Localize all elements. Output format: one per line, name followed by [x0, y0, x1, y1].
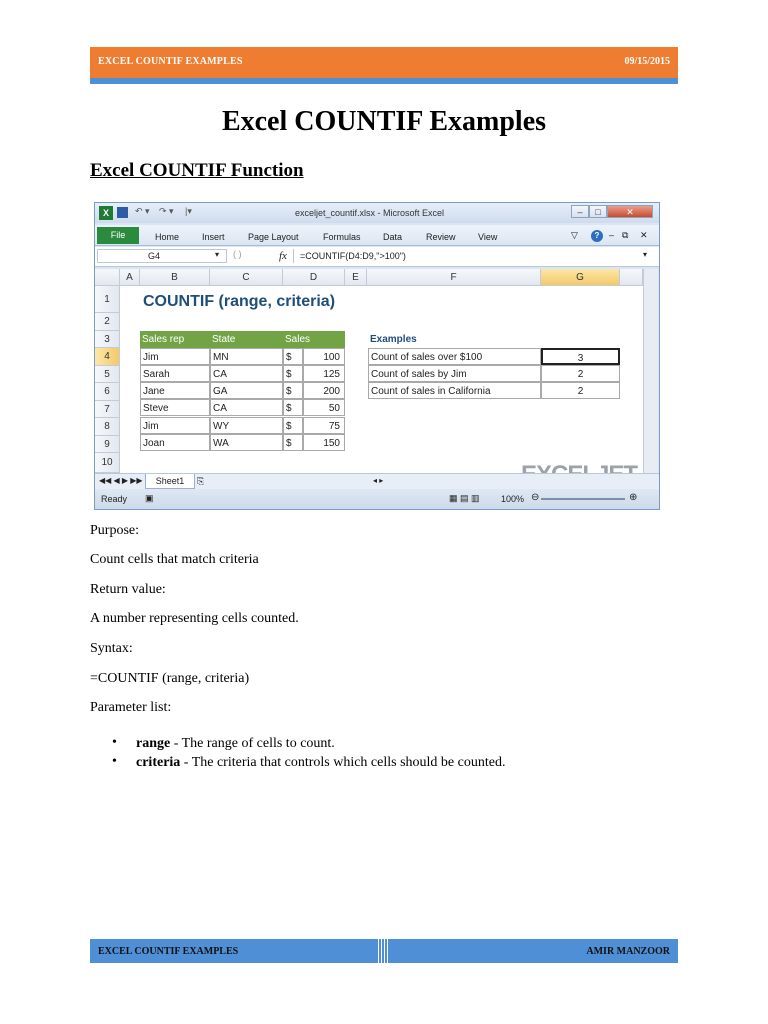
worksheet-grid: [95, 269, 643, 473]
table-cell: WA: [210, 434, 283, 451]
table-cell: Sarah: [140, 365, 210, 382]
redo-icon: ↷ ▾: [159, 206, 174, 216]
name-box-dropdown-icon: ▾: [215, 250, 220, 259]
parameter-list: [112, 736, 505, 774]
minimize-icon: –: [571, 205, 589, 218]
table-cell: $: [283, 399, 303, 416]
footer-divider: [378, 939, 390, 963]
table-cell: MN: [210, 348, 283, 365]
excel-titlebar: [95, 203, 659, 223]
params-label: Parameter list:: [90, 700, 172, 715]
insert-function-icon: fx: [279, 250, 287, 262]
customize-toolbar-icon: |▾: [185, 206, 192, 216]
table-cell: Jane: [140, 382, 210, 399]
table-cell: GA: [210, 382, 283, 399]
syntax-text: =COUNTIF (range, criteria): [90, 671, 250, 686]
excel-screenshot: [94, 202, 660, 510]
macro-record-icon: ▣: [145, 493, 154, 503]
list-item: [112, 736, 505, 755]
return-text: A number representing cells counted.: [90, 611, 299, 626]
row-header: 3: [95, 331, 120, 348]
horizontal-scroll-icon: ◂ ▸: [373, 476, 384, 485]
example-label: Count of sales by Jim: [368, 365, 541, 382]
status-bar: [95, 489, 659, 509]
row-header: 9: [95, 436, 120, 453]
param-desc: - The range of cells to count.: [170, 736, 335, 751]
section-heading: Excel COUNTIF Function: [90, 160, 304, 181]
zoom-slider: [541, 498, 625, 500]
name-box: G4: [97, 249, 227, 263]
row-header-selected: 4: [95, 348, 120, 366]
tab-formulas: Formulas: [323, 232, 361, 242]
table-cell: $: [283, 348, 303, 365]
insert-sheet-icon: ⎘: [197, 476, 205, 486]
maximize-icon: □: [589, 205, 607, 218]
sheet-nav-icon: ◀◀ ◀ ▶ ▶▶: [99, 476, 143, 485]
vertical-scrollbar: [643, 269, 658, 473]
row-header: 1: [95, 286, 120, 313]
close-icon: ✕: [607, 205, 653, 218]
ribbon-tabs: [95, 225, 659, 246]
view-buttons-icon: ▦ ▤ ▥: [449, 493, 480, 503]
workbook-restore-icon: ⧉: [622, 230, 629, 240]
tab-home: Home: [155, 232, 180, 242]
row-header: 5: [95, 366, 120, 383]
table-cell: $: [283, 382, 303, 399]
zoom-level: 100%: [501, 494, 525, 504]
select-all-corner: [95, 269, 120, 286]
table-cell: 200: [303, 382, 345, 399]
header-left-text: EXCEL COUNTIF EXAMPLES: [98, 56, 243, 67]
example-result: 2: [541, 382, 620, 399]
row-header: 2: [95, 313, 120, 331]
formula-bar-splitter-icon: ( ): [233, 249, 242, 259]
tab-view: View: [478, 232, 498, 242]
help-icon: ?: [591, 230, 603, 242]
table-cell: WY: [210, 417, 283, 434]
return-label: Return value:: [90, 582, 166, 597]
footer-author: AMIR MANZOOR: [586, 946, 670, 957]
page-footer: [90, 939, 678, 963]
column-header-empty: [620, 269, 643, 286]
row-header: 10: [95, 453, 120, 473]
column-header: B: [140, 269, 210, 286]
page-header: [90, 47, 678, 85]
row-header: 8: [95, 418, 120, 436]
table-cell: $: [283, 365, 303, 382]
table-header: State: [210, 331, 283, 348]
window-title: exceljet_countif.xlsx - Microsoft Excel: [295, 208, 445, 218]
header-rule: [90, 78, 678, 84]
table-cell: 150: [303, 434, 345, 451]
example-result: 2: [541, 365, 620, 382]
sheet-tab-bar: [95, 473, 659, 490]
table-header: Sales rep: [140, 331, 210, 348]
formula-bar: [95, 247, 659, 267]
table-cell: Steve: [140, 399, 210, 416]
formula-expand-icon: ▾: [643, 250, 648, 259]
tab-data: Data: [383, 232, 403, 242]
table-cell: Joan: [140, 434, 210, 451]
column-header: A: [120, 269, 140, 286]
table-cell: 75: [303, 417, 345, 434]
table-cell: CA: [210, 399, 283, 416]
purpose-text: Count cells that match criteria: [90, 552, 259, 567]
column-header: D: [283, 269, 345, 286]
table-cell: 125: [303, 365, 345, 382]
param-desc: - The criteria that controls which cells should be counted.: [180, 755, 506, 770]
example-label: Count of sales over $100: [368, 348, 541, 365]
table-cell: Jim: [140, 417, 210, 434]
ribbon-collapse-icon: ▽: [571, 230, 578, 240]
param-name: range: [136, 736, 171, 751]
active-cell: 3: [541, 348, 620, 365]
table-header: Sales: [283, 331, 345, 348]
excel-app-icon: X: [99, 206, 113, 220]
row-header: 7: [95, 401, 120, 418]
param-name: criteria: [136, 755, 181, 770]
sheet-tab: Sheet1: [145, 474, 195, 489]
header-band: [90, 47, 678, 78]
purpose-label: Purpose:: [90, 523, 139, 538]
zoom-in-icon: ⊕: [629, 492, 638, 503]
column-header: F: [367, 269, 541, 286]
table-cell: $: [283, 417, 303, 434]
document-title: Excel COUNTIF Examples: [221, 106, 547, 137]
column-header-selected: G: [541, 269, 620, 286]
workbook-minimize-icon: –: [609, 230, 615, 240]
column-header: E: [345, 269, 367, 286]
table-cell: 100: [303, 348, 345, 365]
syntax-label: Syntax:: [90, 641, 133, 656]
row-header: 6: [95, 383, 120, 401]
table-cell: 50: [303, 399, 345, 416]
undo-icon: ↶ ▾: [135, 206, 150, 216]
tab-page-layout: Page Layout: [248, 232, 299, 242]
zoom-out-icon: ⊖: [531, 492, 540, 503]
formula-text: =COUNTIF(D4:D9,">100"): [293, 249, 639, 263]
table-cell: $: [283, 434, 303, 451]
example-label: Count of sales in California: [368, 382, 541, 399]
header-date: 09/15/2015: [624, 56, 670, 67]
column-header: C: [210, 269, 283, 286]
footer-left-text: EXCEL COUNTIF EXAMPLES: [98, 946, 239, 957]
table-cell: CA: [210, 365, 283, 382]
tab-insert: Insert: [202, 232, 225, 242]
save-icon: [117, 207, 128, 218]
list-item: [112, 755, 505, 774]
table-cell: Jim: [140, 348, 210, 365]
status-text: Ready: [101, 494, 128, 504]
sheet-heading: COUNTIF (range, criteria): [143, 293, 336, 310]
file-tab: File: [97, 227, 139, 244]
tab-review: Review: [426, 232, 456, 242]
workbook-close-icon: ✕: [640, 230, 648, 240]
examples-heading: Examples: [370, 334, 417, 345]
